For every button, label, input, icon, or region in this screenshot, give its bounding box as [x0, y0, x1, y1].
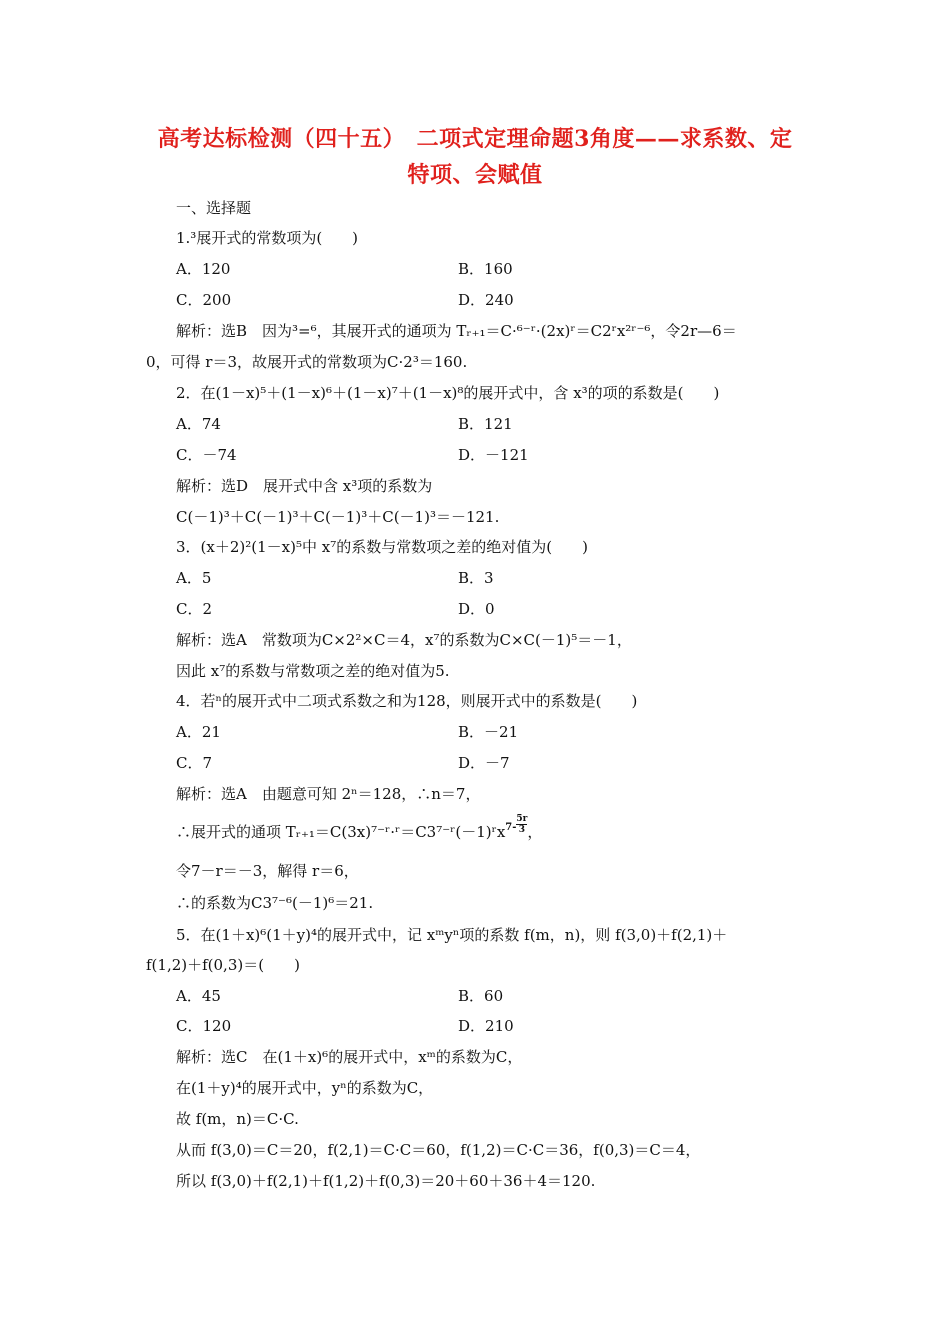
q3-solution-line-2: 因此 x⁷的系数与常数项之差的绝对值为5.	[176, 662, 450, 680]
q5-option-d: D．210	[458, 1017, 514, 1035]
q4-solution-line-2-tail: ，	[527, 823, 543, 841]
q5-stem-line-2: f(1,2)＋f(0,3)＝( )	[146, 956, 300, 974]
q2-option-a: A．74	[176, 415, 221, 433]
q4-fraction-denominator: 3	[518, 824, 526, 835]
q5-stem-line-1: 5．在(1＋x)⁶(1＋y)⁴的展开式中，记 xᵐyⁿ项的系数 f(m，n)，则 f(3,0)＋f(2,1)＋	[176, 926, 728, 944]
q4-solution-line-4: ∴的系数为C3⁷⁻⁶(－1)⁶＝21.	[176, 894, 374, 912]
q5-solution-line-1: 解析：选C 在(1＋x)⁶的展开式中，xᵐ的系数为C，	[176, 1048, 523, 1066]
q5-solution-line-2: 在(1＋y)⁴的展开式中，yⁿ的系数为C，	[176, 1079, 434, 1097]
q2-option-b: B．121	[458, 415, 513, 433]
q4-option-c: C．7	[176, 754, 213, 772]
title-line-1: 高考达标检测（四十五） 二项式定理命题3角度——求系数、定	[157, 126, 793, 152]
q2-option-c: C．－74	[176, 446, 237, 464]
q4-solution-line-1: 解析：选A 由题意可知 2ⁿ＝128，∴n＝7，	[176, 785, 481, 803]
q4-solution-line-2	[176, 813, 543, 845]
q4-option-d: D．－7	[458, 754, 510, 772]
q1-option-b: B．160	[458, 260, 513, 278]
q5-solution-line-4: 从而 f(3,0)＝C＝20，f(2,1)＝C·C＝60，f(1,2)＝C·C＝36，f(0,3)＝C＝4，	[176, 1141, 701, 1159]
q5-solution-line-5: 所以 f(3,0)＋f(2,1)＋f(1,2)＋f(0,3)＝20＋60＋36＋4＝120.	[176, 1172, 596, 1190]
q1-option-c: C．200	[176, 291, 232, 309]
q4-fraction-numerator: 5r	[516, 813, 528, 824]
q2-solution-line-2: C(－1)³＋C(－1)³＋C(－1)³＋C(－1)³＝－121.	[176, 508, 500, 526]
q3-option-c: C．2	[176, 600, 213, 618]
q4-exponent-fraction	[516, 814, 527, 835]
q5-option-c: C．120	[176, 1017, 232, 1035]
q1-option-d: D．240	[458, 291, 514, 309]
q3-option-d: D．0	[458, 600, 495, 618]
q5-option-b: B．60	[458, 987, 504, 1005]
q3-option-b: B．3	[458, 569, 494, 587]
q4-solution-line-2-text: ∴展开式的通项 Tᵣ₊₁＝C(3x)⁷⁻ʳ·ʳ＝C3⁷⁻ʳ(－1)ʳx	[176, 823, 506, 841]
title-line-2: 特项、会赋值	[407, 162, 543, 188]
q1-stem: 1.³展开式的常数项为( )	[176, 229, 359, 247]
q5-option-a: A．45	[176, 987, 221, 1005]
q2-stem: 2．在(1－x)⁵＋(1－x)⁶＋(1－x)⁷＋(1－x)⁸的展开式中，含 x³的项的系数是( )	[176, 384, 720, 402]
q2-solution-line-1: 解析：选D 展开式中含 x³项的系数为	[176, 477, 433, 495]
q3-solution-line-1: 解析：选A 常数项为C×2²×C＝4，x⁷的系数为C×C(－1)⁵＝－1，	[176, 631, 632, 649]
q4-option-b: B．－21	[458, 723, 519, 741]
q1-solution-line-1: 解析：选B 因为³=⁶，其展开式的通项为 Tᵣ₊₁＝C·⁶⁻ʳ·(2x)ʳ＝C2ʳx²ʳ⁻⁶，令2r—6＝	[176, 322, 737, 340]
q1-option-a: A．120	[176, 260, 231, 278]
section-heading: 一、选择题	[176, 199, 252, 217]
q4-exponent-prefix: 7-	[505, 822, 517, 833]
q4-stem: 4．若ⁿ的展开式中二项式系数之和为128，则展开式中的系数是( )	[176, 692, 638, 710]
q3-option-a: A．5	[176, 569, 212, 587]
q3-stem: 3．(x＋2)²(1－x)⁵中 x⁷的系数与常数项之差的绝对值为( )	[176, 538, 588, 556]
q2-option-d: D．－121	[458, 446, 529, 464]
q1-solution-line-2: 0，可得 r＝3，故展开式的常数项为C·2³＝160.	[146, 353, 468, 371]
q5-solution-line-3: 故 f(m，n)＝C·C.	[176, 1110, 299, 1128]
q4-solution-line-3: 令7－r＝－3，解得 r＝6，	[176, 862, 359, 880]
q4-option-a: A．21	[176, 723, 221, 741]
